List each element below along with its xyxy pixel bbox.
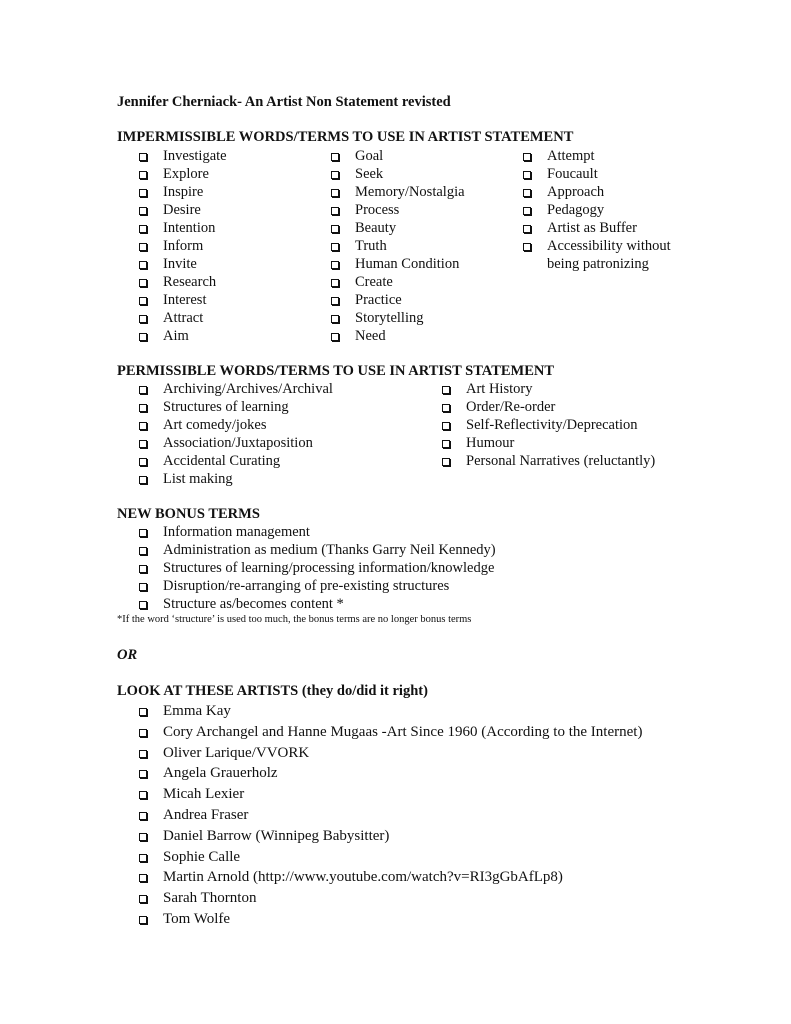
list-item bbox=[139, 147, 227, 165]
list-item-text: Cory Archangel and Hanne Mugaas -Art Since 1960 (According to the Internet) bbox=[163, 723, 643, 740]
list-item-text: Seek bbox=[355, 166, 384, 182]
list-item-text: Create bbox=[355, 274, 393, 290]
checkbox-bullet-icon bbox=[139, 895, 147, 903]
permissible-heading: PERMISSIBLE WORDS/TERMS TO USE IN ARTIST STATEMENT bbox=[117, 363, 555, 379]
list-item-text: Emma Kay bbox=[163, 703, 231, 719]
permissible-list-col2 bbox=[442, 380, 655, 470]
list-item-text: List making bbox=[163, 471, 233, 487]
checkbox-bullet-icon bbox=[139, 476, 147, 484]
checkbox-bullet-icon bbox=[331, 153, 339, 161]
checkbox-bullet-icon bbox=[331, 243, 339, 251]
list-item-text: Daniel Barrow (Winnipeg Babysitter) bbox=[163, 827, 390, 844]
list-item bbox=[139, 523, 496, 541]
checkbox-bullet-icon bbox=[139, 874, 147, 882]
artists-heading: LOOK AT THESE ARTISTS (they do/did it right) bbox=[117, 683, 428, 699]
checkbox-bullet-icon bbox=[139, 601, 147, 609]
list-item-text: Need bbox=[355, 328, 386, 344]
list-item-text: Oliver Larique/VVORK bbox=[163, 744, 310, 761]
list-item-text: Order/Re-order bbox=[466, 399, 556, 415]
list-item bbox=[139, 273, 227, 291]
checkbox-bullet-icon bbox=[139, 207, 147, 215]
list-item-text: Artist as Buffer bbox=[547, 220, 637, 236]
checkbox-bullet-icon bbox=[139, 458, 147, 466]
checkbox-bullet-icon bbox=[139, 812, 147, 820]
list-item bbox=[523, 147, 673, 165]
checkbox-bullet-icon bbox=[139, 916, 147, 924]
list-item-text: Structures of learning bbox=[163, 399, 289, 415]
list-item bbox=[139, 722, 642, 743]
list-item-text: Attempt bbox=[547, 148, 595, 164]
list-item-text: Martin Arnold (http://www.youtube.com/watch?v=RI3gGbAfLp8) bbox=[163, 869, 563, 886]
list-item-text: Micah Lexier bbox=[163, 786, 245, 803]
checkbox-bullet-icon bbox=[331, 261, 339, 269]
list-item-text: Explore bbox=[163, 166, 209, 182]
checkbox-bullet-icon bbox=[442, 440, 450, 448]
impermissible-list-col1 bbox=[139, 147, 227, 345]
checkbox-bullet-icon bbox=[331, 315, 339, 323]
list-item-text: Intention bbox=[163, 220, 216, 236]
bonus-heading: NEW BONUS TERMS bbox=[117, 506, 260, 522]
list-item bbox=[139, 847, 642, 868]
list-item bbox=[139, 255, 227, 273]
list-item bbox=[331, 165, 465, 183]
list-item bbox=[139, 416, 333, 434]
artists-list bbox=[139, 701, 642, 930]
list-item bbox=[139, 380, 333, 398]
checkbox-bullet-icon bbox=[139, 189, 147, 197]
checkbox-bullet-icon bbox=[139, 333, 147, 341]
list-item bbox=[331, 147, 465, 165]
list-item-text: Structures of learning/processing information/knowledge bbox=[163, 560, 495, 576]
list-item-text: Structure as/becomes content * bbox=[163, 596, 344, 612]
list-item bbox=[139, 165, 227, 183]
list-item bbox=[442, 434, 655, 452]
permissible-list-col1 bbox=[139, 380, 333, 488]
list-item bbox=[331, 327, 465, 345]
list-item bbox=[331, 255, 465, 273]
list-item-text: Administration as medium (Thanks Garry Neil Kennedy) bbox=[163, 542, 496, 558]
list-item bbox=[331, 219, 465, 237]
list-item bbox=[523, 183, 673, 201]
checkbox-bullet-icon bbox=[139, 583, 147, 591]
list-item-text: Angela Grauerholz bbox=[163, 765, 278, 782]
list-item bbox=[139, 219, 227, 237]
list-item-text: Sarah Thornton bbox=[163, 890, 257, 907]
checkbox-bullet-icon bbox=[139, 565, 147, 573]
checkbox-bullet-icon bbox=[139, 243, 147, 251]
list-item bbox=[139, 183, 227, 201]
list-item bbox=[331, 291, 465, 309]
list-item bbox=[139, 595, 496, 613]
list-item bbox=[139, 805, 642, 826]
list-item-text: Attract bbox=[163, 310, 204, 326]
list-item-text: Information management bbox=[163, 524, 310, 540]
checkbox-bullet-icon bbox=[139, 770, 147, 778]
list-item bbox=[523, 219, 673, 237]
checkbox-bullet-icon bbox=[442, 386, 450, 394]
list-item bbox=[139, 826, 642, 847]
list-item-text: Invite bbox=[163, 256, 197, 272]
list-item bbox=[442, 452, 655, 470]
list-item bbox=[139, 909, 642, 930]
bonus-footnote: *If the word ‘structure’ is used too much, the bonus terms are no longer bonus terms bbox=[117, 614, 472, 625]
list-item bbox=[139, 784, 642, 805]
checkbox-bullet-icon bbox=[523, 153, 531, 161]
checkbox-bullet-icon bbox=[139, 279, 147, 287]
list-item bbox=[523, 237, 673, 273]
checkbox-bullet-icon bbox=[139, 261, 147, 269]
checkbox-bullet-icon bbox=[442, 458, 450, 466]
checkbox-bullet-icon bbox=[139, 171, 147, 179]
checkbox-bullet-icon bbox=[139, 404, 147, 412]
checkbox-bullet-icon bbox=[139, 854, 147, 862]
list-item bbox=[523, 201, 673, 219]
checkbox-bullet-icon bbox=[139, 422, 147, 430]
checkbox-bullet-icon bbox=[139, 440, 147, 448]
list-item bbox=[331, 201, 465, 219]
checkbox-bullet-icon bbox=[139, 153, 147, 161]
list-item-text: Approach bbox=[547, 184, 605, 200]
list-item-text: Truth bbox=[355, 238, 387, 254]
list-item-text: Research bbox=[163, 274, 217, 290]
list-item-text: Sophie Calle bbox=[163, 848, 241, 865]
document-title: Jennifer Cherniack- An Artist Non Statement revisted bbox=[117, 94, 451, 110]
or-label: OR bbox=[117, 647, 138, 663]
checkbox-bullet-icon bbox=[139, 225, 147, 233]
list-item-text: Association/Juxtaposition bbox=[163, 435, 313, 451]
list-item-text: Practice bbox=[355, 292, 402, 308]
list-item-text: Desire bbox=[163, 202, 201, 218]
checkbox-bullet-icon bbox=[139, 708, 147, 716]
list-item bbox=[139, 327, 227, 345]
impermissible-heading: IMPERMISSIBLE WORDS/TERMS TO USE IN ARTIST STATEMENT bbox=[117, 129, 574, 145]
checkbox-bullet-icon bbox=[139, 791, 147, 799]
checkbox-bullet-icon bbox=[139, 529, 147, 537]
list-item-text: Goal bbox=[355, 148, 384, 164]
checkbox-bullet-icon bbox=[442, 422, 450, 430]
list-item-text: Aim bbox=[163, 328, 189, 344]
list-item bbox=[139, 541, 496, 559]
list-item bbox=[139, 398, 333, 416]
list-item-text: Disruption/re-arranging of pre-existing structures bbox=[163, 578, 450, 594]
list-item-text: Storytelling bbox=[355, 310, 424, 326]
list-item bbox=[139, 201, 227, 219]
list-item bbox=[139, 701, 642, 722]
checkbox-bullet-icon bbox=[331, 297, 339, 305]
list-item bbox=[139, 867, 642, 888]
checkbox-bullet-icon bbox=[331, 333, 339, 341]
list-item-text: Andrea Fraser bbox=[163, 806, 249, 823]
list-item bbox=[139, 291, 227, 309]
list-item bbox=[523, 165, 673, 183]
checkbox-bullet-icon bbox=[139, 547, 147, 555]
list-item-text: Pedagogy bbox=[547, 202, 605, 218]
checkbox-bullet-icon bbox=[523, 171, 531, 179]
list-item bbox=[331, 273, 465, 291]
list-item-text: Accessibility without being patronizing bbox=[547, 238, 671, 272]
list-item-text: Accidental Curating bbox=[163, 453, 281, 469]
list-item-text: Interest bbox=[163, 292, 207, 308]
list-item-text: Tom Wolfe bbox=[163, 910, 231, 927]
list-item bbox=[442, 380, 655, 398]
list-item-text: Investigate bbox=[163, 148, 227, 164]
checkbox-bullet-icon bbox=[139, 297, 147, 305]
list-item-text: Archiving/Archives/Archival bbox=[163, 381, 333, 397]
list-item bbox=[139, 470, 333, 488]
list-item-text: Process bbox=[355, 202, 400, 218]
list-item bbox=[139, 763, 642, 784]
list-item bbox=[139, 309, 227, 327]
list-item-text: Inspire bbox=[163, 184, 204, 200]
list-item bbox=[442, 398, 655, 416]
checkbox-bullet-icon bbox=[139, 729, 147, 737]
list-item bbox=[139, 237, 227, 255]
impermissible-list-col3 bbox=[523, 147, 673, 273]
checkbox-bullet-icon bbox=[523, 225, 531, 233]
checkbox-bullet-icon bbox=[139, 833, 147, 841]
checkbox-bullet-icon bbox=[523, 207, 531, 215]
list-item-text: Art History bbox=[466, 381, 533, 397]
checkbox-bullet-icon bbox=[331, 171, 339, 179]
list-item-text: Humour bbox=[466, 435, 515, 451]
checkbox-bullet-icon bbox=[331, 279, 339, 287]
list-item bbox=[331, 183, 465, 201]
list-item bbox=[331, 309, 465, 327]
checkbox-bullet-icon bbox=[523, 189, 531, 197]
list-item bbox=[139, 743, 642, 764]
list-item bbox=[139, 434, 333, 452]
impermissible-list-col2 bbox=[331, 147, 465, 345]
checkbox-bullet-icon bbox=[139, 315, 147, 323]
list-item-text: Self-Reflectivity/Deprecation bbox=[466, 417, 638, 433]
list-item-text: Personal Narratives (reluctantly) bbox=[466, 453, 656, 469]
list-item-text: Memory/Nostalgia bbox=[355, 184, 465, 200]
list-item bbox=[442, 416, 655, 434]
checkbox-bullet-icon bbox=[331, 189, 339, 197]
checkbox-bullet-icon bbox=[331, 207, 339, 215]
list-item bbox=[139, 452, 333, 470]
list-item bbox=[139, 888, 642, 909]
bonus-list bbox=[139, 523, 496, 613]
list-item bbox=[331, 237, 465, 255]
list-item-text: Art comedy/jokes bbox=[163, 417, 267, 433]
list-item-text: Inform bbox=[163, 238, 204, 254]
checkbox-bullet-icon bbox=[523, 243, 531, 251]
list-item bbox=[139, 577, 496, 595]
checkbox-bullet-icon bbox=[442, 404, 450, 412]
list-item-text: Beauty bbox=[355, 220, 397, 236]
checkbox-bullet-icon bbox=[139, 750, 147, 758]
checkbox-bullet-icon bbox=[139, 386, 147, 394]
list-item bbox=[139, 559, 496, 577]
list-item-text: Foucault bbox=[547, 166, 598, 182]
checkbox-bullet-icon bbox=[331, 225, 339, 233]
list-item-text: Human Condition bbox=[355, 256, 460, 272]
